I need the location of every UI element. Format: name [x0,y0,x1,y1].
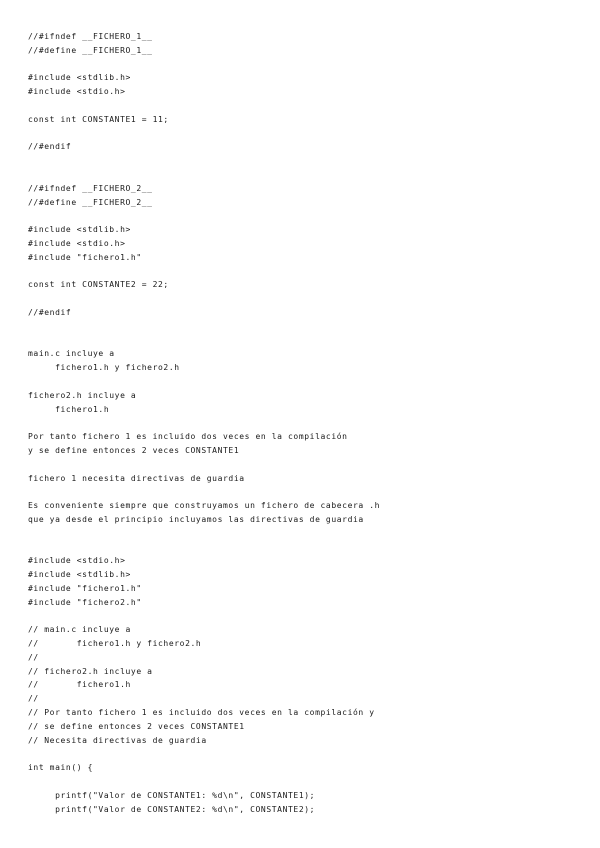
code-line: #include <stdio.h> [28,238,126,248]
code-line [28,265,380,279]
code-line: que ya desde el principio incluyamos las directivas de guardia [28,514,364,524]
code-line [28,154,380,168]
code-line: #include <stdio.h> [28,556,126,566]
code-line: // main.c incluye a [28,625,131,635]
code-line [28,375,380,389]
code-line [28,609,380,623]
code-line: main.c incluye a [28,349,115,359]
code-line: #include "fichero1.h" [28,252,142,262]
code-line [28,127,380,141]
code-listing [28,30,380,816]
code-line: // se define entonces 2 veces CONSTANTE1 [28,721,245,731]
code-line: // Por tanto fichero 1 es incluido dos veces en la compilación y [28,708,375,718]
code-line: #include <stdio.h> [28,87,126,97]
code-line [28,485,380,499]
code-line: // Necesita directivas de guardia [28,735,207,745]
code-line: int main() { [28,763,93,773]
code-line: fichero2.h incluye a [28,390,137,400]
code-line: #include <stdlib.h> [28,225,131,235]
code-line: //#ifndef __FICHERO_1__ [28,32,153,41]
code-line: #include "fichero2.h" [28,597,142,607]
code-line [28,292,380,306]
code-line: const int CONSTANTE1 = 11; [28,114,169,124]
code-line: printf("Valor de CONSTANTE2: %d\n", CONSTANTE2); [28,804,316,814]
code-line: //#ifndef __FICHERO_2__ [28,183,153,193]
code-line: fichero 1 necesita directivas de guardia [28,473,245,483]
code-line: #include <stdlib.h> [28,73,131,83]
code-line [28,320,380,334]
code-line: //#endif [28,307,72,317]
code-line: printf("Valor de CONSTANTE1: %d\n", CONSTANTE1); [28,790,316,800]
code-line: #include "fichero1.h" [28,583,142,593]
code-line [28,747,380,761]
code-line: //#define __FICHERO_2__ [28,197,153,207]
code-line: Es conveniente siempre que construyamos un fichero de cabecera .h [28,501,381,511]
code-line: //#define __FICHERO_1__ [28,45,153,55]
code-line [28,458,380,472]
code-line: #include <stdlib.h> [28,570,131,580]
code-line [28,540,380,554]
code-line [28,775,380,789]
code-line: fichero1.h [28,404,110,414]
code-line: // [28,694,39,704]
code-line [28,168,380,182]
code-line: fichero1.h y fichero2.h [28,363,180,373]
code-line [28,527,380,541]
code-line: y se define entonces 2 veces CONSTANTE1 [28,445,240,455]
code-line [28,99,380,113]
code-line: // [28,652,39,662]
code-line: //#endif [28,142,72,152]
code-line [28,334,380,348]
code-line: // fichero2.h incluye a [28,666,153,676]
code-line [28,58,380,72]
code-line: const int CONSTANTE2 = 22; [28,280,169,290]
code-line: // fichero1.h [28,680,131,690]
code-line [28,416,380,430]
code-line [28,209,380,223]
code-line: Por tanto fichero 1 es incluido dos veces en la compilación [28,432,348,442]
code-line: // fichero1.h y fichero2.h [28,639,202,649]
